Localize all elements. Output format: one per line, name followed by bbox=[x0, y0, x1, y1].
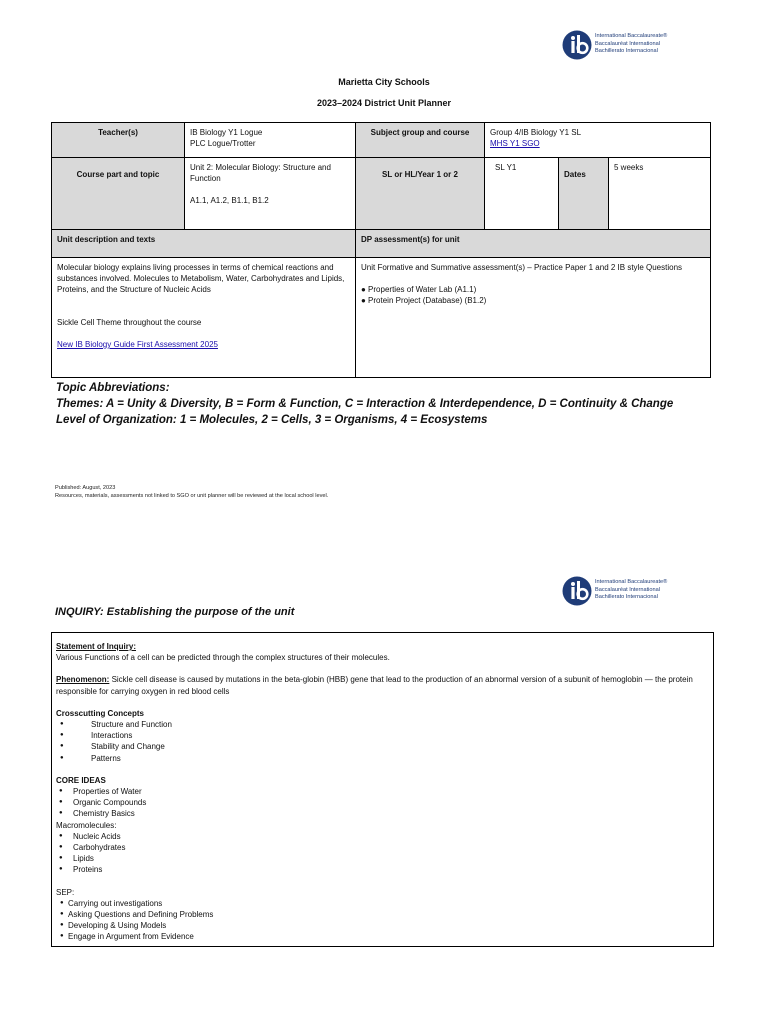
logo-line: Bachillerato Internacional bbox=[595, 48, 658, 55]
course-label: Course part and topic bbox=[52, 158, 185, 230]
ib-logo bbox=[562, 30, 682, 64]
teacher-value bbox=[185, 123, 356, 158]
dp-assessment-item: ● Protein Project (Database) (B1.2) bbox=[361, 296, 487, 305]
statement-text: Various Functions of a cell can be predicted through the complex structures of their molecules. bbox=[56, 653, 390, 663]
planner-title: 2023–2024 District Unit Planner bbox=[316, 98, 452, 108]
ib-logo-icon bbox=[562, 576, 592, 606]
unit-planner-table bbox=[51, 122, 711, 378]
dp-assessment-label: DP assessment(s) for unit bbox=[356, 230, 711, 258]
logo-line: Baccalauréat International bbox=[595, 40, 660, 47]
phenomenon-text: Sickle cell disease is caused by mutations in the beta-globin (HBB) gene that lead to the production of an abnormal version of a subunit of hemoglobin — the protein responsible for carrying oxygen in red blood cells bbox=[56, 675, 693, 696]
course-topic: Unit 2: Molecular Biology: Structure and Function bbox=[190, 163, 331, 183]
dp-assessment-cell bbox=[356, 258, 711, 378]
core-ideas-label: CORE IDEAS bbox=[56, 775, 106, 785]
list-item: ● Chemistry Basics bbox=[56, 808, 709, 819]
statement-label: Statement of Inquiry: bbox=[56, 642, 137, 651]
teacher-line: IB Biology Y1 Logue bbox=[190, 128, 263, 137]
list-item: ● Interactions bbox=[56, 730, 709, 741]
unit-description-label: Unit description and texts bbox=[52, 230, 356, 258]
dates-label: Dates bbox=[559, 158, 609, 230]
phenomenon-label: Phenomenon: bbox=[56, 675, 110, 685]
crosscutting-label: Crosscutting Concepts bbox=[56, 708, 145, 718]
macromolecules-label: Macromolecules: bbox=[56, 820, 117, 830]
resources-note: Resources, materials, assessments not linked to SGO or unit planner will be reviewed at the local school level. bbox=[55, 493, 329, 499]
unit-theme: Sickle Cell Theme throughout the course bbox=[57, 318, 202, 327]
abbreviations-levels: Level of Organization: 1 = Molecules, 2 = Cells, 3 = Organisms, 4 = Ecosystems bbox=[56, 414, 488, 426]
ib-guide-link[interactable]: New IB Biology Guide First Assessment 2025 bbox=[57, 340, 218, 349]
list-item: ● Carbohydrates bbox=[56, 842, 709, 853]
abbreviations-themes: Themes: A = Unity & Diversity, B = Form & Function, C = Interaction & Interdependence, D = Continuity & Change bbox=[56, 398, 674, 410]
list-item: ● Properties of Water bbox=[56, 786, 709, 797]
logo-line: Baccalauréat International bbox=[595, 586, 660, 593]
inquiry-box bbox=[51, 632, 714, 947]
level-label: SL or HL/Year 1 or 2 bbox=[356, 158, 485, 230]
abbreviations-heading: Topic Abbreviations: bbox=[56, 382, 170, 394]
list-item: ● Organic Compounds bbox=[56, 797, 709, 808]
level-value: SL Y1 bbox=[485, 158, 559, 230]
unit-description-cell bbox=[52, 258, 356, 378]
list-item: ● Patterns bbox=[56, 753, 709, 764]
course-value bbox=[185, 158, 356, 230]
list-item: ● Structure and Function bbox=[56, 719, 709, 730]
list-item: ● Proteins bbox=[56, 864, 709, 875]
topic-abbreviations bbox=[56, 380, 673, 428]
org-title: Marietta City Schools bbox=[338, 77, 430, 87]
list-item: ● Asking Questions and Defining Problems bbox=[56, 909, 709, 920]
published-note: Published: August, 2023 bbox=[55, 485, 116, 491]
sep-label: SEP: bbox=[56, 887, 75, 897]
phenomenon bbox=[56, 674, 709, 696]
dates-value: 5 weeks bbox=[609, 158, 711, 230]
course-codes: A1.1, A1.2, B1.1, B1.2 bbox=[190, 196, 269, 205]
dp-assessment-item: ● Properties of Water Lab (A1.1) bbox=[361, 285, 477, 294]
list-item: ● Developing & Using Models bbox=[56, 920, 709, 931]
list-item: ● Stability and Change bbox=[56, 741, 709, 752]
sgo-link[interactable]: MHS Y1 SGO bbox=[490, 139, 540, 148]
teacher-label: Teacher(s) bbox=[52, 123, 185, 158]
list-item: ● Carrying out investigations bbox=[56, 898, 709, 909]
list-item: ● Nucleic Acids bbox=[56, 831, 709, 842]
list-item: ● Engage in Argument from Evidence bbox=[56, 931, 709, 942]
subject-value bbox=[485, 123, 711, 158]
logo-line: Bachillerato Internacional bbox=[595, 594, 658, 601]
subject-course: Group 4/IB Biology Y1 SL bbox=[490, 128, 582, 137]
logo-line: International Baccalaureate® bbox=[595, 579, 668, 585]
logo-line: International Baccalaureate® bbox=[595, 33, 668, 39]
inquiry-heading: INQUIRY: Establishing the purpose of the unit bbox=[55, 606, 295, 618]
ib-logo bbox=[562, 576, 682, 610]
teacher-line: PLC Logue/Trotter bbox=[190, 139, 256, 148]
ib-logo-icon bbox=[562, 30, 592, 60]
unit-description-text: Molecular biology explains living processes in terms of chemical reactions and substances involved. Molecules to Metabolism, Water, Carbohydrates and Lipids, Proteins, and the Structure of Nucleic Acids bbox=[57, 263, 345, 294]
list-item: ● Lipids bbox=[56, 853, 709, 864]
dp-assessment-text: Unit Formative and Summative assessment(s) – Practice Paper 1 and 2 IB style Questions bbox=[361, 263, 683, 272]
subject-label: Subject group and course bbox=[356, 123, 485, 158]
